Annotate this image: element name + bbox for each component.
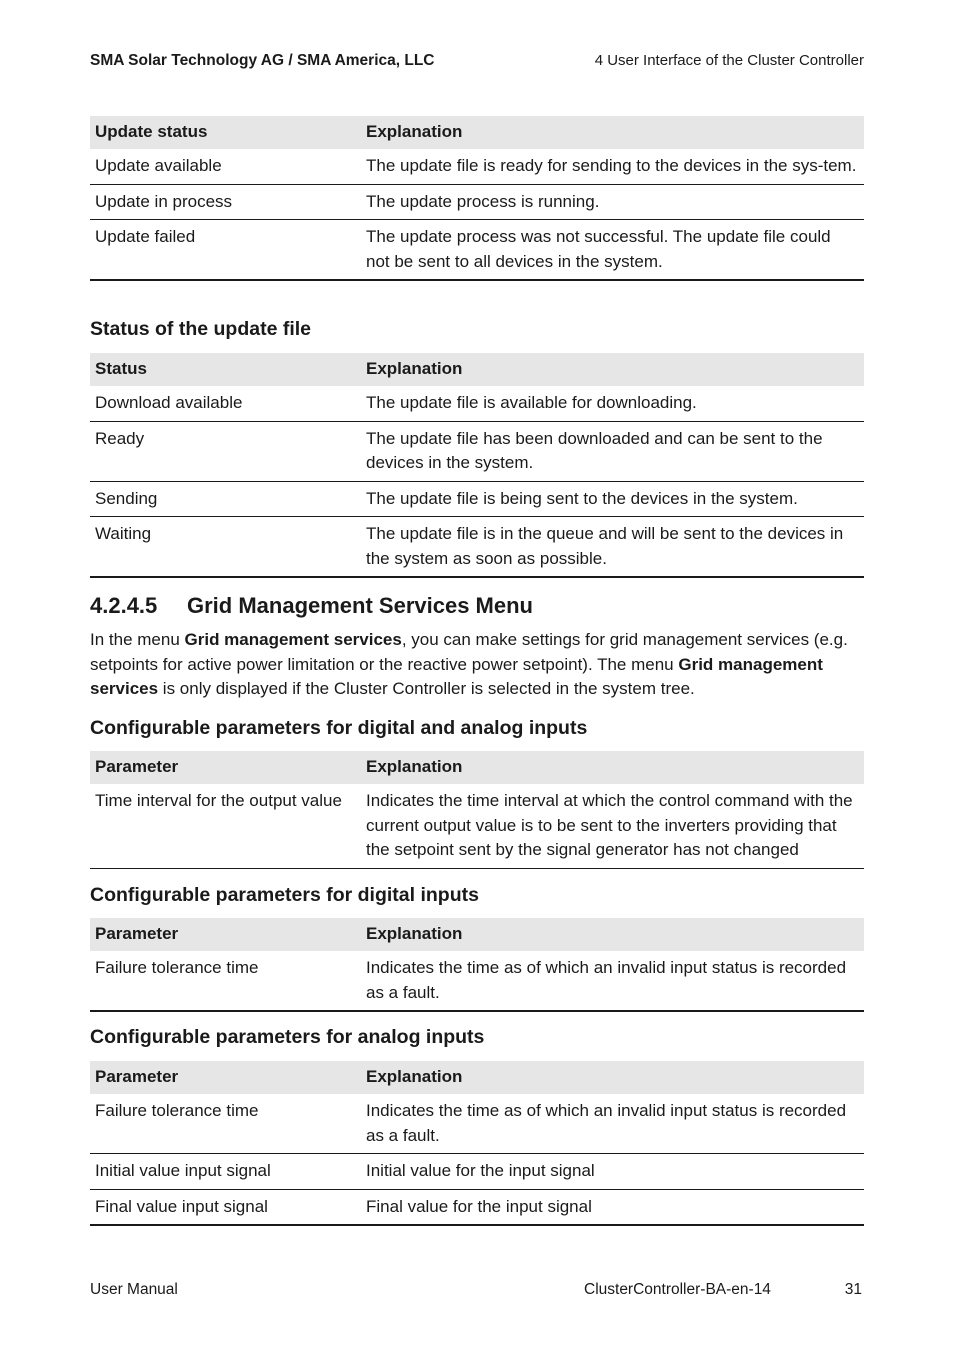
table-row [90, 1094, 864, 1154]
column-header: Explanation [361, 116, 864, 149]
table-row [90, 386, 864, 421]
table-cell: Failure tolerance time [90, 1094, 361, 1154]
digital-table-wrap [90, 918, 864, 1012]
table-row [90, 481, 864, 517]
table-cell: Failure tolerance time [90, 951, 361, 1011]
table-row [90, 784, 864, 868]
heading-digital-analog-params: Configurable parameters for digital and analog inputs [90, 717, 588, 739]
footer-doc-type: User Manual [90, 1281, 178, 1298]
table-row [90, 517, 864, 578]
status-file-table-wrap [90, 353, 864, 578]
column-header: Parameter [90, 1061, 361, 1094]
table-row [90, 220, 864, 281]
table-row [90, 421, 864, 481]
table-row [90, 149, 864, 184]
para-text: is only displayed if the Cluster Controller is selected in the system tree. [158, 679, 695, 698]
section-title: Grid Management Services Menu [187, 593, 533, 618]
update-status-table [90, 116, 864, 281]
table-cell: Update available [90, 149, 361, 184]
column-header: Parameter [90, 918, 361, 951]
table-cell: Ready [90, 421, 361, 481]
table-row [90, 1189, 864, 1225]
page-number: 31 [844, 1281, 862, 1298]
table-cell: Final value input signal [90, 1189, 361, 1225]
footer-doc-code: ClusterController-BA-en-14 [584, 1281, 771, 1298]
table-cell: Update failed [90, 220, 361, 281]
table-cell: Initial value for the input signal [361, 1154, 864, 1190]
table-cell: The update file is in the queue and will be sent to the devices in the system as soon as possible. [361, 517, 864, 578]
column-header: Parameter [90, 751, 361, 784]
column-header: Explanation [361, 353, 864, 386]
table-cell: Final value for the input signal [361, 1189, 864, 1225]
table-cell: The update file has been downloaded and can be sent to the devices in the system. [361, 421, 864, 481]
table-cell: The update file is available for downloading. [361, 386, 864, 421]
table-cell: The update process is running. [361, 184, 864, 220]
para-text: In the menu [90, 630, 185, 649]
section-heading [90, 593, 864, 619]
digital-table [90, 918, 864, 1012]
table-cell: The update file is being sent to the devices in the system. [361, 481, 864, 517]
section-paragraph [90, 628, 864, 702]
table-cell: Sending [90, 481, 361, 517]
table-cell: Indicates the time interval at which the control command with the current output value is to be sent to the inverters providing that the setpoint sent by the signal generator has not changed [361, 784, 864, 868]
table-cell: Initial value input signal [90, 1154, 361, 1190]
heading-digital-params: Configurable parameters for digital inputs [90, 884, 479, 906]
table-cell: Indicates the time as of which an invalid input status is recorded as a fault. [361, 1094, 864, 1154]
header-company: SMA Solar Technology AG / SMA America, LLC [90, 52, 435, 69]
heading-analog-params: Configurable parameters for analog inputs [90, 1026, 485, 1048]
table-row [90, 184, 864, 220]
status-file-table [90, 353, 864, 578]
table-cell: Download available [90, 386, 361, 421]
para-bold: Grid management services [90, 654, 823, 698]
digital-analog-table [90, 751, 864, 869]
analog-table-wrap [90, 1061, 864, 1226]
column-header: Explanation [361, 918, 864, 951]
table-row [90, 1154, 864, 1190]
analog-table [90, 1061, 864, 1226]
table-cell: The update process was not successful. The update file could not be sent to all devices in the system. [361, 220, 864, 281]
para-bold: Grid management services [184, 630, 402, 649]
column-header: Explanation [361, 1061, 864, 1094]
para-text: , you can make settings for grid management services (e.g. setpoints for active power limitation or the reactive power setpoint). The menu [90, 630, 848, 674]
table-cell: The update file is ready for sending to the devices in the sys-tem. [361, 149, 864, 184]
table-row [90, 951, 864, 1011]
table-cell: Waiting [90, 517, 361, 578]
table-cell: Time interval for the output value [90, 784, 361, 868]
column-header: Explanation [361, 751, 864, 784]
digital-analog-table-wrap [90, 751, 864, 869]
table-cell: Update in process [90, 184, 361, 220]
header-chapter: 4 User Interface of the Cluster Controller [594, 52, 864, 69]
column-header: Update status [90, 116, 361, 149]
update-status-table-wrap [90, 116, 864, 281]
section-number: 4.2.4.5 [90, 593, 158, 618]
column-header: Status [90, 353, 361, 386]
table-cell: Indicates the time as of which an invalid input status is recorded as a fault. [361, 951, 864, 1011]
heading-status-update-file: Status of the update file [90, 318, 312, 340]
